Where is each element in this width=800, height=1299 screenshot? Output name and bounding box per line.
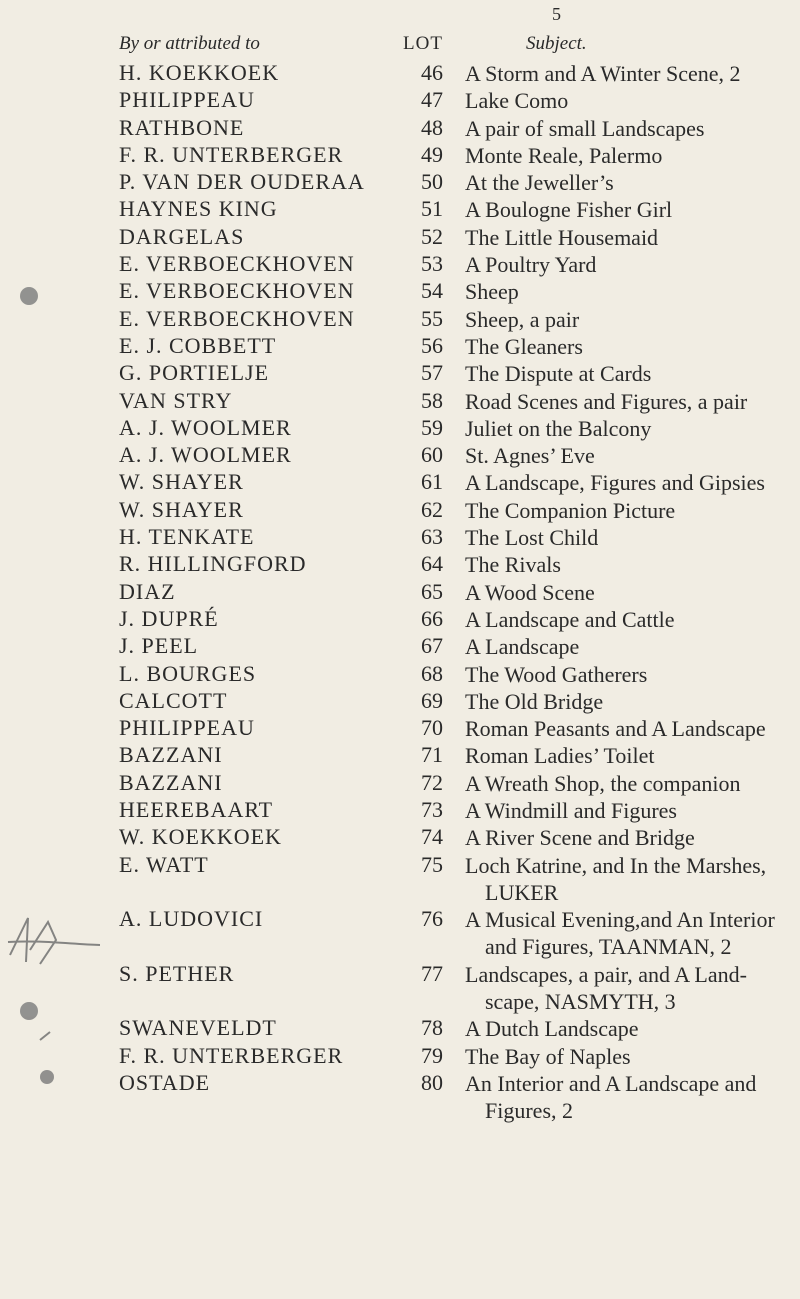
subject-continuation: scape, NASMYTH, 3 bbox=[485, 988, 676, 1014]
lot-subject bbox=[465, 770, 797, 797]
lot-row bbox=[0, 824, 800, 851]
subject-line: St. Agnes’ Eve bbox=[465, 443, 595, 469]
lot-subject bbox=[465, 797, 797, 824]
subject-line: A Boulogne Fisher Girl bbox=[465, 197, 673, 223]
lot-subject bbox=[465, 606, 797, 633]
subject-continuation: and Figures, TAANMAN, 2 bbox=[485, 934, 732, 960]
lot-number: 64 bbox=[421, 551, 443, 577]
lot-number: 70 bbox=[421, 715, 443, 741]
subject-line: The Wood Gatherers bbox=[465, 661, 648, 687]
subject-line: A Poultry Yard bbox=[465, 252, 597, 278]
lot-number: 67 bbox=[421, 633, 443, 659]
subject-line: A Storm and A Winter Scene, 2 bbox=[465, 61, 741, 86]
artist-name: W. SHAYER bbox=[119, 496, 244, 522]
lot-number: 68 bbox=[421, 660, 443, 686]
lot-row bbox=[0, 551, 800, 578]
lot-row bbox=[0, 360, 800, 387]
artist-name: A. LUDOVICI bbox=[119, 906, 264, 932]
lot-number: 56 bbox=[421, 332, 443, 358]
artist-name: HAYNES KING bbox=[119, 196, 278, 222]
lot-subject bbox=[465, 852, 797, 906]
lot-row bbox=[0, 87, 800, 114]
lot-subject bbox=[465, 633, 797, 660]
lot-number: 46 bbox=[421, 60, 443, 85]
lot-row bbox=[0, 224, 800, 251]
artist-name: E. VERBOECKHOVEN bbox=[119, 251, 355, 277]
subject-line: The Little Housemaid bbox=[465, 224, 659, 250]
subject-line: A Landscape and Cattle bbox=[465, 606, 675, 632]
artist-name: PHILIPPEAU bbox=[119, 715, 255, 741]
subject-line: A Musical Evening,and An Interior bbox=[465, 907, 775, 933]
subject-line: A Dutch Landscape bbox=[465, 1016, 639, 1042]
lot-column-header: LOT bbox=[403, 33, 443, 54]
subject-line: At the Jeweller’s bbox=[465, 170, 614, 196]
artist-name: H. TENKATE bbox=[119, 524, 255, 550]
subject-line: The Companion Picture bbox=[465, 497, 676, 523]
subject-line: The Rivals bbox=[465, 552, 561, 578]
lot-number: 50 bbox=[421, 169, 443, 195]
lot-subject bbox=[465, 415, 797, 442]
subject-line: A Wood Scene bbox=[465, 579, 595, 605]
lot-subject bbox=[465, 388, 797, 415]
lot-row bbox=[0, 196, 800, 223]
subject-line: The Gleaners bbox=[465, 333, 583, 359]
lot-subject bbox=[465, 1043, 797, 1070]
lot-subject bbox=[465, 742, 797, 769]
lot-subject bbox=[465, 251, 797, 278]
artist-name: W. SHAYER bbox=[119, 469, 244, 495]
lot-row bbox=[0, 1070, 800, 1125]
lot-number: 57 bbox=[421, 360, 443, 386]
lot-row bbox=[0, 661, 800, 688]
artist-name: BAZZANI bbox=[119, 769, 223, 795]
subject-line: Roman Ladies’ Toilet bbox=[465, 743, 655, 769]
subject-line: Juliet on the Balcony bbox=[465, 415, 652, 441]
lot-row bbox=[0, 797, 800, 824]
lot-row bbox=[0, 852, 800, 907]
artist-name: RATHBONE bbox=[119, 114, 245, 140]
subject-line: Sheep bbox=[465, 279, 519, 305]
lot-row bbox=[0, 469, 800, 496]
subject-continuation: Figures, 2 bbox=[485, 1097, 573, 1123]
lot-number: 58 bbox=[421, 387, 443, 413]
lot-subject bbox=[465, 497, 797, 524]
lot-subject bbox=[465, 1070, 797, 1124]
artist-name: E. VERBOECKHOVEN bbox=[119, 305, 355, 331]
lot-row bbox=[0, 1043, 800, 1070]
artist-name: E. VERBOECKHOVEN bbox=[119, 278, 355, 304]
artist-name: F. R. UNTERBERGER bbox=[119, 141, 344, 167]
lot-row bbox=[0, 115, 800, 142]
lot-subject bbox=[465, 360, 797, 387]
artist-name: P. VAN DER OUDERAA bbox=[119, 169, 365, 195]
subject-column-header: Subject. bbox=[526, 33, 587, 54]
lot-row bbox=[0, 606, 800, 633]
lot-number: 77 bbox=[421, 960, 443, 986]
subject-line: A River Scene and Bridge bbox=[465, 825, 695, 851]
lot-number: 73 bbox=[421, 797, 443, 823]
lot-number: 72 bbox=[421, 769, 443, 795]
subject-line: Loch Katrine, and In the Marshes, bbox=[465, 852, 767, 878]
artist-name: G. PORTIELJE bbox=[119, 360, 270, 386]
lot-subject bbox=[465, 661, 797, 688]
lot-row bbox=[0, 278, 800, 305]
artist-name: E. J. COBBETT bbox=[119, 332, 277, 358]
subject-line: A pair of small Landscapes bbox=[465, 115, 705, 141]
lot-row bbox=[0, 60, 800, 87]
subject-line: The Old Bridge bbox=[465, 688, 604, 714]
lot-subject bbox=[465, 115, 797, 142]
subject-continuation: LUKER bbox=[485, 879, 559, 905]
lot-number: 59 bbox=[421, 414, 443, 440]
lot-subject bbox=[465, 715, 797, 742]
lot-number: 69 bbox=[421, 687, 443, 713]
subject-line: The Lost Child bbox=[465, 525, 599, 551]
artist-name: F. R. UNTERBERGER bbox=[119, 1042, 344, 1068]
subject-line: A Landscape bbox=[465, 634, 580, 660]
lot-list bbox=[0, 60, 800, 1125]
lot-number: 53 bbox=[421, 251, 443, 277]
lot-number: 78 bbox=[421, 1015, 443, 1041]
lot-row bbox=[0, 415, 800, 442]
subject-line: A Landscape, Figures and Gipsies bbox=[465, 470, 765, 496]
lot-number: 54 bbox=[421, 278, 443, 304]
lot-row bbox=[0, 524, 800, 551]
lot-number: 79 bbox=[421, 1042, 443, 1068]
lot-subject bbox=[465, 906, 797, 960]
lot-subject bbox=[465, 87, 797, 114]
lot-row bbox=[0, 742, 800, 769]
subject-line: The Dispute at Cards bbox=[465, 361, 652, 387]
lot-row bbox=[0, 442, 800, 469]
lot-subject bbox=[465, 688, 797, 715]
lot-subject bbox=[465, 524, 797, 551]
lot-row bbox=[0, 497, 800, 524]
artist-name: CALCOTT bbox=[119, 687, 228, 713]
artist-name: SWANEVELDT bbox=[119, 1015, 277, 1041]
lot-number: 47 bbox=[421, 87, 443, 113]
artist-name: L. BOURGES bbox=[119, 660, 257, 686]
subject-line: A Wreath Shop, the companion bbox=[465, 770, 741, 796]
lot-number: 48 bbox=[421, 114, 443, 140]
subject-line: Sheep, a pair bbox=[465, 306, 580, 332]
lot-number: 71 bbox=[421, 742, 443, 768]
artist-name: A. J. WOOLMER bbox=[119, 414, 292, 440]
lot-number: 60 bbox=[421, 442, 443, 468]
lot-number: 74 bbox=[421, 824, 443, 850]
artist-name: DARGELAS bbox=[119, 223, 245, 249]
artist-name: BAZZANI bbox=[119, 742, 223, 768]
subject-line: Landscapes, a pair, and A Land- bbox=[465, 961, 747, 987]
lot-subject bbox=[465, 196, 797, 223]
subject-line: An Interior and A Landscape and bbox=[465, 1070, 757, 1096]
lot-number: 80 bbox=[421, 1069, 443, 1095]
lot-row bbox=[0, 169, 800, 196]
lot-number: 63 bbox=[421, 524, 443, 550]
artist-column-header: By or attributed to bbox=[119, 33, 260, 54]
lot-subject bbox=[465, 142, 797, 169]
artist-name: HEEREBAART bbox=[119, 797, 274, 823]
artist-name: PHILIPPEAU bbox=[119, 87, 255, 113]
subject-line: Road Scenes and Figures, a pair bbox=[465, 388, 748, 414]
lot-number: 76 bbox=[421, 906, 443, 932]
lot-number: 51 bbox=[421, 196, 443, 222]
lot-subject bbox=[465, 1015, 797, 1042]
subject-line: Monte Reale, Palermo bbox=[465, 142, 663, 168]
lot-subject bbox=[465, 469, 797, 496]
subject-line: A Windmill and Figures bbox=[465, 798, 677, 824]
lot-subject bbox=[465, 551, 797, 578]
lot-row bbox=[0, 906, 800, 961]
lot-subject bbox=[465, 333, 797, 360]
artist-name: OSTADE bbox=[119, 1069, 211, 1095]
lot-number: 75 bbox=[421, 851, 443, 877]
lot-subject bbox=[465, 224, 797, 251]
lot-number: 55 bbox=[421, 305, 443, 331]
lot-row bbox=[0, 142, 800, 169]
artist-name: A. J. WOOLMER bbox=[119, 442, 292, 468]
lot-number: 49 bbox=[421, 141, 443, 167]
artist-name: VAN STRY bbox=[119, 387, 233, 413]
artist-name: J. PEEL bbox=[119, 633, 199, 659]
lot-number: 65 bbox=[421, 578, 443, 604]
lot-number: 61 bbox=[421, 469, 443, 495]
lot-row bbox=[0, 251, 800, 278]
lot-row bbox=[0, 579, 800, 606]
lot-subject bbox=[465, 961, 797, 1015]
lot-row bbox=[0, 961, 800, 1016]
lot-number: 62 bbox=[421, 496, 443, 522]
artist-name: DIAZ bbox=[119, 578, 176, 604]
lot-row bbox=[0, 1015, 800, 1042]
lot-row bbox=[0, 333, 800, 360]
lot-row bbox=[0, 388, 800, 415]
lot-subject bbox=[465, 306, 797, 333]
lot-row bbox=[0, 770, 800, 797]
artist-name: E. WATT bbox=[119, 851, 209, 877]
artist-name: R. HILLINGFORD bbox=[119, 551, 307, 577]
artist-name: S. PETHER bbox=[119, 960, 235, 986]
artist-name: H. KOEKKOEK bbox=[119, 60, 280, 85]
lot-subject bbox=[465, 278, 797, 305]
page-number: 5 bbox=[552, 4, 561, 24]
subject-line: The Bay of Naples bbox=[465, 1043, 631, 1069]
lot-row bbox=[0, 306, 800, 333]
lot-row bbox=[0, 633, 800, 660]
lot-subject bbox=[465, 824, 797, 851]
subject-line: Roman Peasants and A Landscape bbox=[465, 716, 766, 742]
lot-number: 52 bbox=[421, 223, 443, 249]
lot-number: 66 bbox=[421, 605, 443, 631]
lot-subject bbox=[465, 169, 797, 196]
lot-subject bbox=[465, 442, 797, 469]
lot-row bbox=[0, 688, 800, 715]
artist-name: W. KOEKKOEK bbox=[119, 824, 282, 850]
subject-line: Lake Como bbox=[465, 88, 569, 114]
lot-row bbox=[0, 715, 800, 742]
artist-name: J. DUPRÉ bbox=[119, 605, 219, 631]
lot-subject bbox=[465, 579, 797, 606]
lot-subject bbox=[465, 60, 797, 87]
